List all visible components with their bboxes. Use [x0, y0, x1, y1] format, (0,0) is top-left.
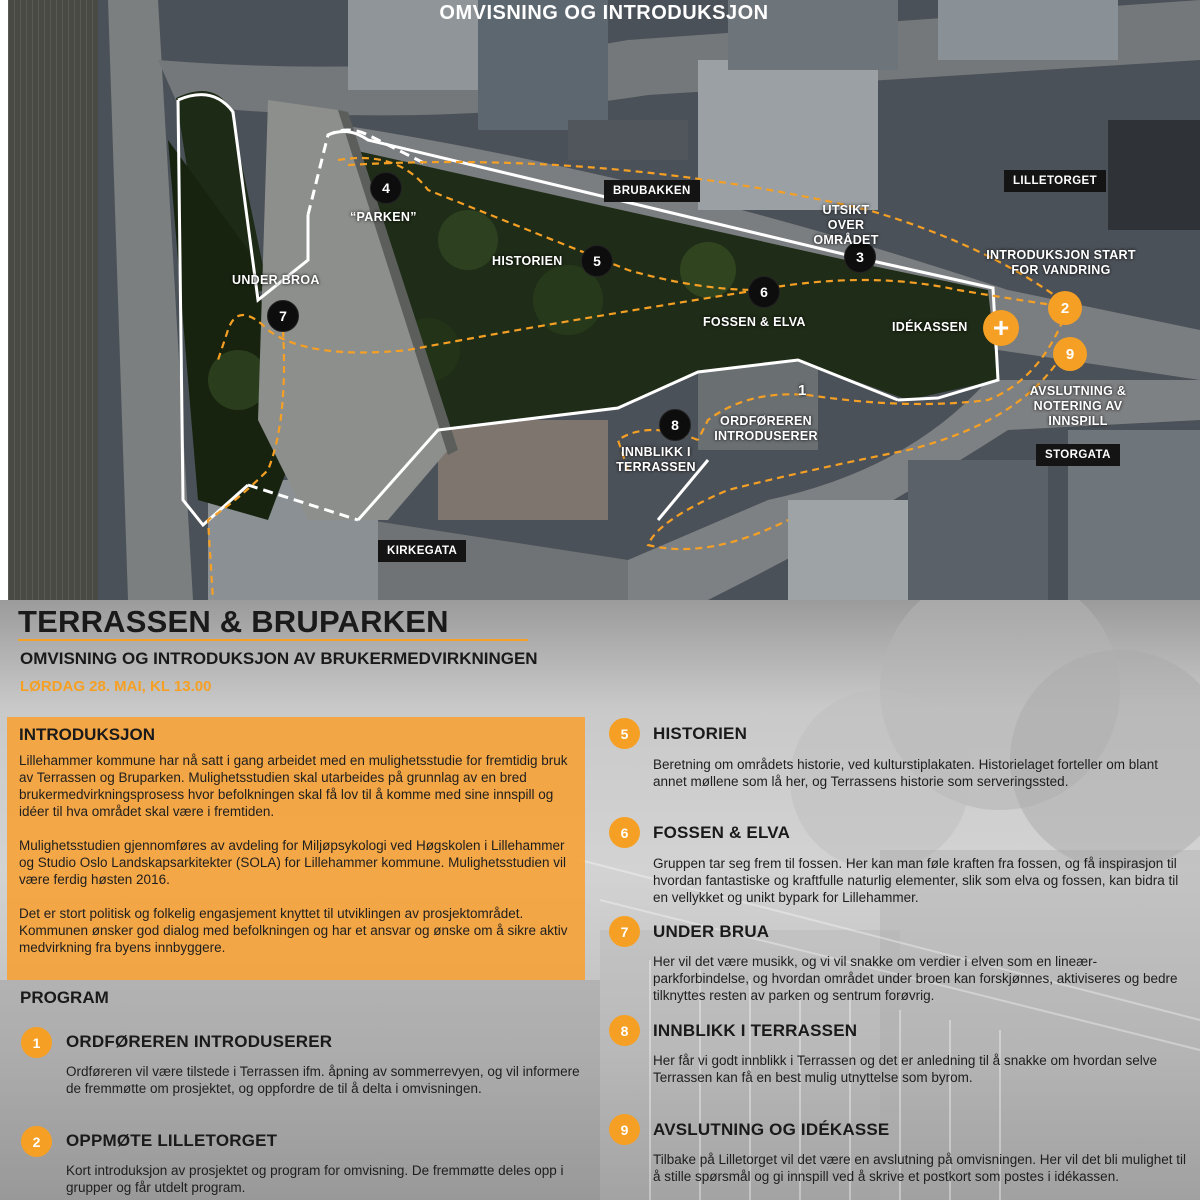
- intro-paragraph-1: Lillehammer kommune har nå satt i gang arbeidet med en mulighetsstudie for fremtidig bruk av Terrassen og Bruparken. Mulighetsstudien skal utarbeides på grunnlag av en bred brukermedvirkningsprosess hvor befolkningen skal få lov til å komme med sine innspill og idéer til hva området skal være i fremtiden.: [19, 753, 568, 819]
- map-label-historien: HISTORIEN: [492, 254, 563, 268]
- idekassen-plus-icon[interactable]: +: [983, 310, 1019, 346]
- map-label-under-broa: UNDER BROA: [232, 273, 320, 287]
- intro-paragraph-3: Det er stort politisk og folkelig engasjement knyttet til utviklingen av prosjektområdet. Kommunen ønsker god dialog med befolkningen og har et ansvar og ønske om å sikre aktiv medvirkning fra byens innbyggere.: [19, 906, 568, 955]
- step-1-badge: 1: [21, 1027, 52, 1058]
- step-7-title: UNDER BRUA: [653, 922, 770, 941]
- street-kirkegata: KIRKEGATA: [378, 540, 466, 562]
- map-pin-5[interactable]: 5: [581, 245, 613, 277]
- map-pin-9[interactable]: 9: [1053, 337, 1087, 371]
- event-date: LØRDAG 28. MAI, KL 13.00: [20, 678, 212, 695]
- page-subtitle: OMVISNING OG INTRODUKSJON AV BRUKERMEDVIRKNINGEN: [20, 649, 538, 668]
- map-label-utsikt: UTSIKT OVER OMRÅDET: [813, 203, 879, 247]
- map-label-parken: “PARKEN”: [350, 210, 417, 224]
- step-1-text: Ordføreren vil være tilstede i Terrassen ifm. åpning av sommerrevyen, og vil informere de fremmøtte om prosjektet, og oppfordre de til å delta i omvisningen.: [66, 1064, 580, 1096]
- map-pin-8[interactable]: 8: [659, 409, 691, 441]
- step-8-badge: 8: [609, 1015, 640, 1046]
- step-2-title: OPPMØTE LILLETORGET: [66, 1131, 278, 1150]
- step-2-text: Kort introduksjon av prosjektet og program for omvisning. De fremmøtte deles opp i grupper og får utdelt program.: [66, 1163, 564, 1195]
- map-pin-2[interactable]: 2: [1048, 291, 1082, 325]
- step-5-title: HISTORIEN: [653, 724, 748, 743]
- aerial-photo: [8, 0, 1200, 600]
- step-9-badge: 9: [609, 1114, 640, 1145]
- step-6-title: FOSSEN & ELVA: [653, 823, 791, 842]
- step-1-title: ORDFØREREN INTRODUSERER: [66, 1032, 333, 1051]
- title-underline: [18, 639, 528, 641]
- map-pin-7[interactable]: 7: [267, 300, 299, 332]
- intro-paragraph-2: Mulighetsstudien gjennomføres av avdeling for Miljøpsykologi ved Høgskolen i Lillehammer og Studio Oslo Landskapsarkitekter (SOLA) for Lillehammer kommune. Mulighetsstudien vil være ferdig høsten 2016.: [19, 838, 566, 887]
- step-7-text: Her vil det være musikk, og vi vil snakke om verdier i elven som en lineær-parkforbindelse, og hvordan området under broen kan forskjønnes, aktiviseres og bedre tilknyttes resten av parken og sentrum forøvrig.: [653, 954, 1178, 1003]
- map-label-avslutning: AVSLUTNING & NOTERING AV INNSPILL: [1029, 384, 1127, 428]
- step-2-badge: 2: [21, 1126, 52, 1157]
- map-pin-4[interactable]: 4: [370, 172, 402, 204]
- step-7-badge: 7: [609, 916, 640, 947]
- map-label-ordforeren: ORDFØREREN INTRODUSERER: [714, 414, 818, 443]
- map-banner: OMVISNING OG INTRODUKSJON: [439, 2, 769, 24]
- page-title: TERRASSEN & BRUPARKEN: [18, 604, 449, 639]
- step-5-text: Beretning om områdets historie, ved kulturstiplakaten. Historielaget forteller om blant annet møllene som lå her, og Terrassens historie som serveringssted.: [653, 757, 1158, 789]
- map-label-innblikk: INNBLIKK I TERRASSEN: [616, 445, 696, 474]
- map-pin-3[interactable]: 3: [844, 241, 876, 273]
- step-9-text: Tilbake på Lilletorget vil det være en avslutning på omvisningen. Her vil det bli mulighet til å stille spørsmål og gi innspill ved å skrive et postkort som postes i idékassen.: [653, 1152, 1187, 1184]
- program-title: PROGRAM: [20, 988, 109, 1007]
- street-brubakken: BRUBAKKEN: [604, 180, 700, 202]
- map-pin-6[interactable]: 6: [748, 276, 780, 308]
- step-5-badge: 5: [609, 718, 640, 749]
- intro-box: [7, 717, 585, 980]
- map-label-introduksjon: INTRODUKSJON START FOR VANDRING: [986, 248, 1136, 277]
- step-8-title: INNBLIKK I TERRASSEN: [653, 1021, 858, 1040]
- map-label-fossen: FOSSEN & ELVA: [703, 315, 806, 329]
- street-lilletorget: LILLETORGET: [1004, 170, 1106, 192]
- map-label-idekassen: IDÉKASSEN: [892, 320, 968, 334]
- street-storgata: STORGATA: [1036, 444, 1120, 466]
- step-6-badge: 6: [609, 817, 640, 848]
- step-8-text: Her får vi godt innblikk i Terrassen og det er anledning til å snakke om hvordan selve Terrassen kan få en best mulig utnyttelse som byrom.: [653, 1053, 1158, 1085]
- map-pin-1[interactable]: 1: [798, 382, 807, 399]
- info-sheet: [0, 600, 1200, 1200]
- step-6-text: Gruppen tar seg frem til fossen. Her kan man føle kraften fra fossen, og få inspirasjon til hvordan fantastiske og kraftfulle naturlig elementer, slik som elva og fossen, kan bidra til en vellykket og unikt bypark for Lillehammer.: [653, 856, 1179, 905]
- site-map: [8, 0, 1200, 600]
- intro-title: INTRODUKSJON: [19, 725, 156, 744]
- step-9-title: AVSLUTNING OG IDÉKASSE: [653, 1120, 890, 1139]
